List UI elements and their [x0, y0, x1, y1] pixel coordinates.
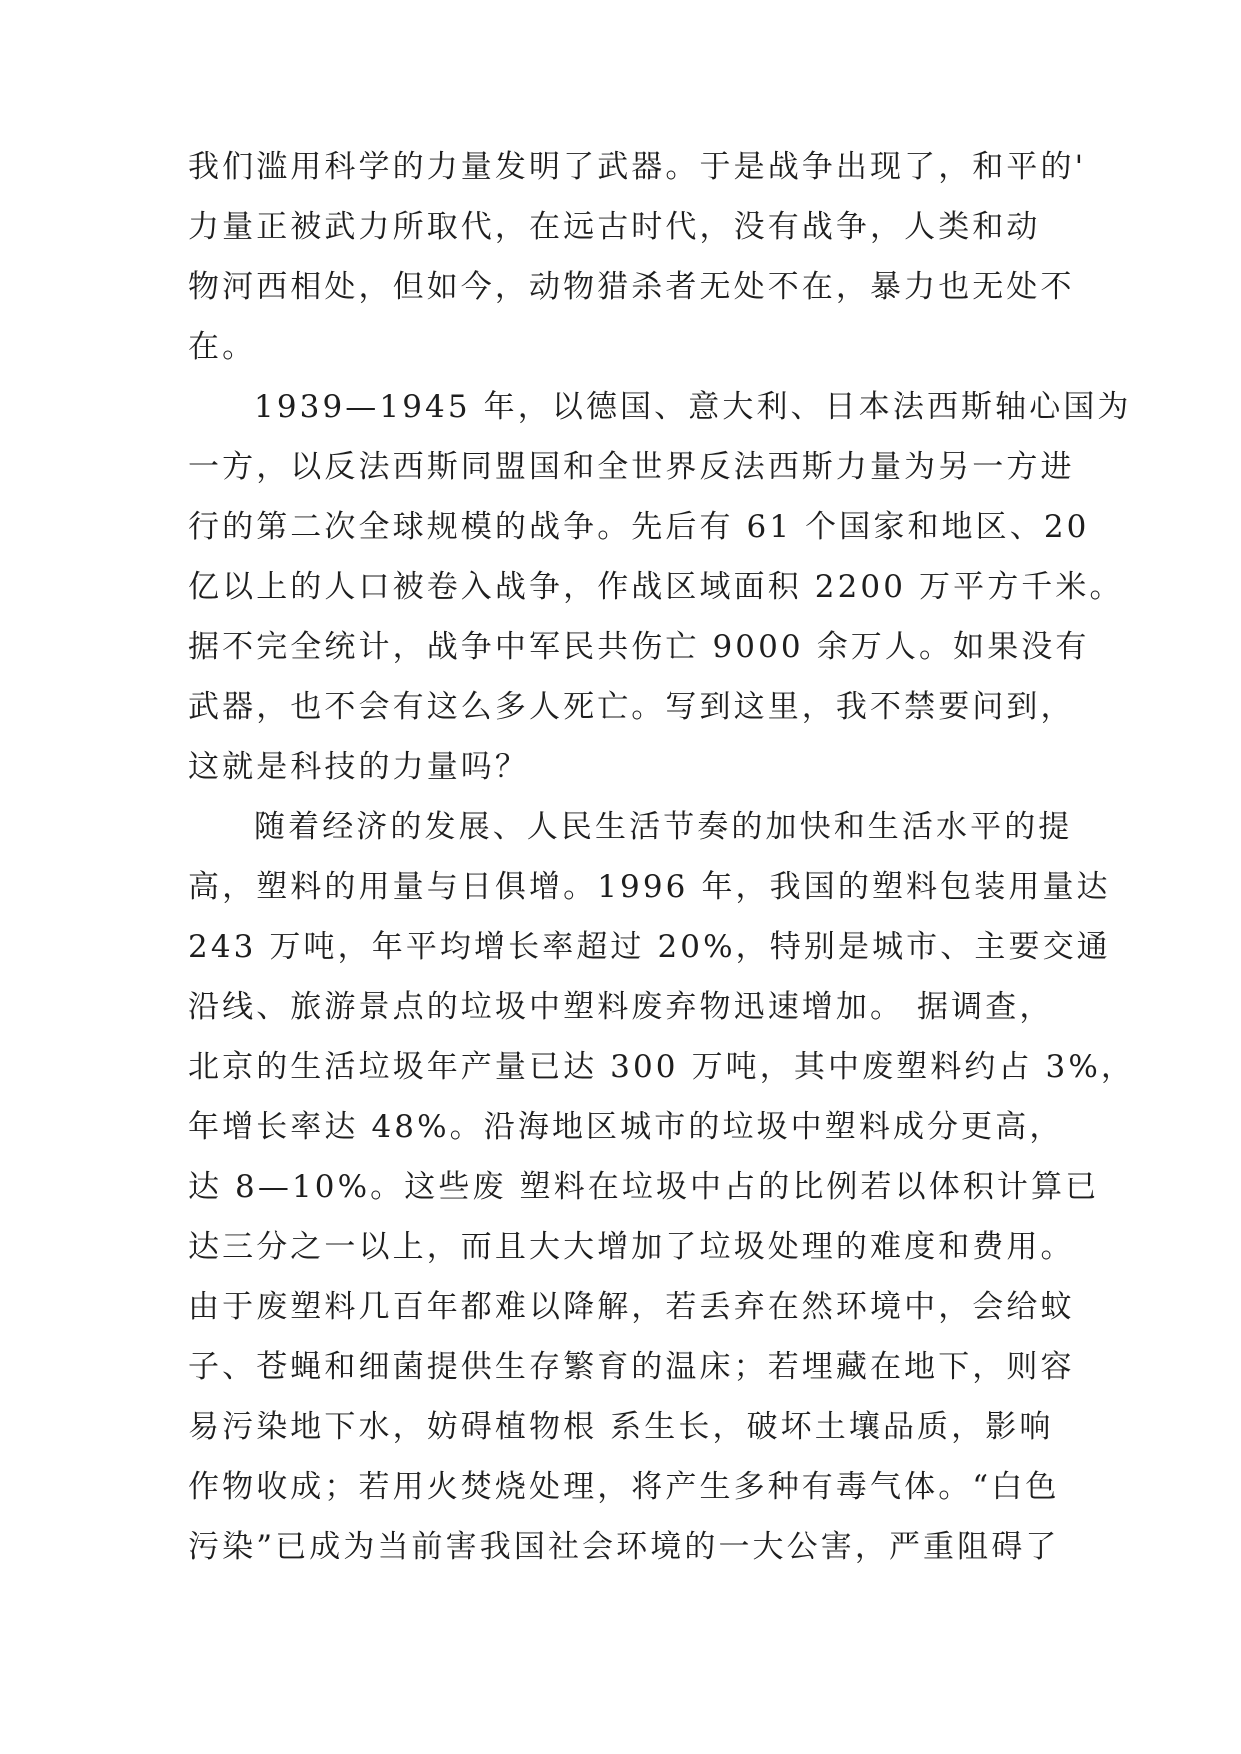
text-line: 北京的生活垃圾年产量已达 300 万吨，其中废塑料约占 3%， [188, 1049, 1136, 1085]
text-line: 作物收成；若用火焚烧处理，将产生多种有毒气体。“白色 [188, 1469, 1060, 1505]
text-line: 年增长率达 48%。沿海地区城市的垃圾中塑料成分更高， [188, 1109, 1064, 1145]
text-line: 据不完全统计，战争中军民共伤亡 9000 余万人。如果没有 [188, 629, 1090, 665]
text-line: 易污染地下水，妨碍植物根 系生长，破坏土壤品质，影响 [188, 1409, 1054, 1445]
paragraph-3 [188, 797, 1136, 1577]
text-line: 由于废塑料几百年都难以降解，若丢弃在然环境中，会给蚊 [188, 1289, 1075, 1325]
text-line: 亿以上的人口被卷入战争，作战区域面积 2200 万平方千米。 [188, 569, 1124, 605]
text-line: 一方，以反法西斯同盟国和全世界反法西斯力量为另一方进 [188, 449, 1075, 485]
paragraph-1 [188, 137, 1087, 377]
text-line: 243 万吨，年平均增长率超过 20%，特别是城市、主要交通 [188, 929, 1111, 965]
text-line: 随着经济的发展、人民生活节奏的加快和生活水平的提 [254, 809, 1073, 845]
paragraph-2 [188, 377, 1132, 797]
text-line: 我们滥用科学的力量发明了武器。于是战争出现了，和平的' [188, 149, 1087, 185]
text-line: 污染”已成为当前害我国社会环境的一大公害，严重阻碍了 [188, 1529, 1060, 1565]
text-line: 沿线、旅游景点的垃圾中塑料废弃物迅速增加。 据调查， [188, 989, 1054, 1025]
text-line: 达 8—10%。这些废 塑料在垃圾中占的比例若以体积计算已 [188, 1169, 1100, 1205]
text-line: 这就是科技的力量吗？ [188, 749, 529, 785]
text-line: 子、苍蝇和细菌提供生存繁育的温床；若埋藏在地下，则容 [188, 1349, 1075, 1385]
text-line: 1939—1945 年，以德国、意大利、日本法西斯轴心国为 [254, 389, 1132, 425]
text-line: 高，塑料的用量与日俱增。1996 年，我国的塑料包装用量达 [188, 869, 1111, 905]
text-line: 在。 [188, 329, 257, 365]
document-body [188, 137, 1136, 1577]
text-line: 物河西相处，但如今，动物猎杀者无处不在，暴力也无处不 [188, 269, 1075, 305]
text-line: 武器，也不会有这么多人死亡。写到这里，我不禁要问到， [188, 689, 1075, 725]
text-line: 达三分之一以上，而且大大增加了垃圾处理的难度和费用。 [188, 1229, 1075, 1265]
text-line: 行的第二次全球规模的战争。先后有 61 个国家和地区、20 [188, 509, 1090, 545]
text-line: 力量正被武力所取代，在远古时代，没有战争，人类和动 [188, 209, 1041, 245]
